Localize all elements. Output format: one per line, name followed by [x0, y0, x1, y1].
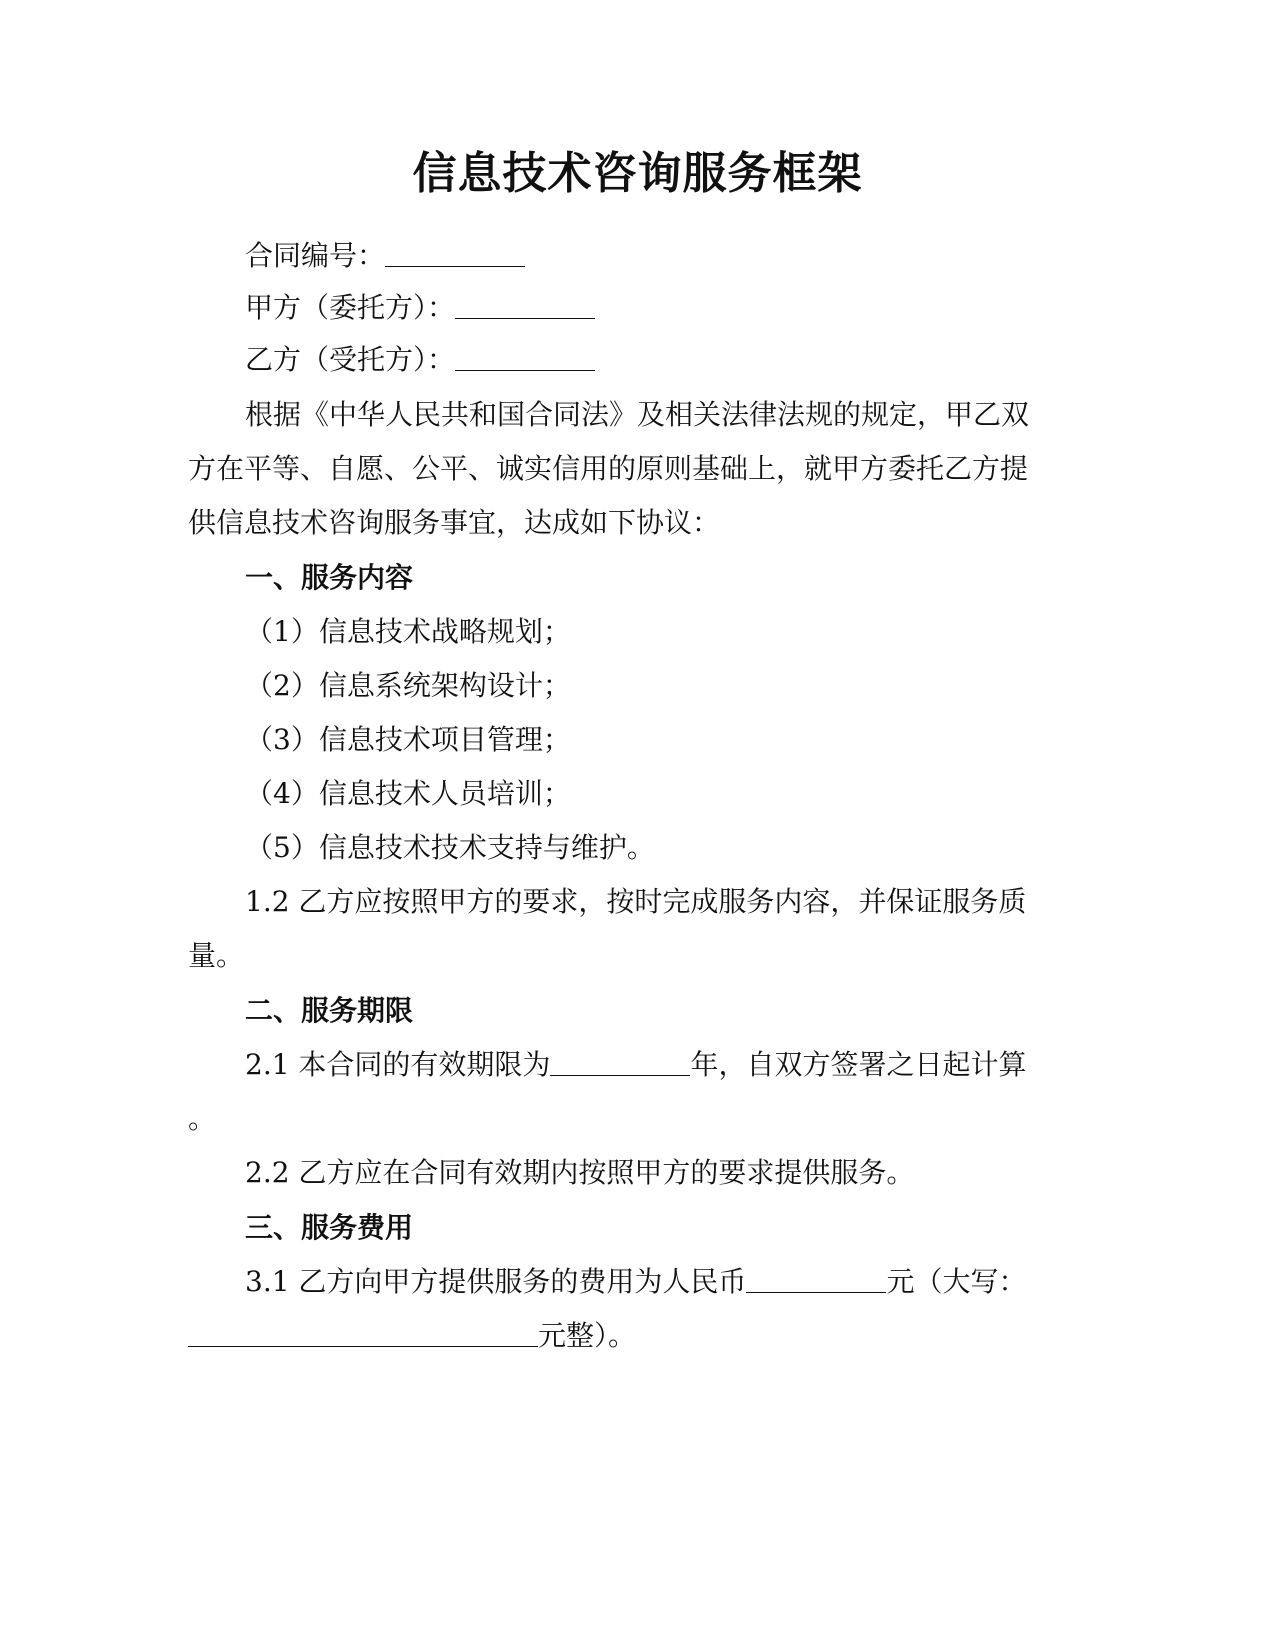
party-b-blank: [455, 342, 595, 371]
clause-2-1-text-before: 2.1 本合同的有效期限为: [245, 1048, 551, 1081]
service-item: （1）信息技术战略规划；: [245, 615, 571, 648]
party-b-label: 乙方（受托方）：: [245, 343, 456, 376]
party-b-field: [245, 342, 595, 377]
clause-2-1: [245, 1047, 1026, 1082]
page-title: 信息技术咨询服务框架: [412, 148, 863, 199]
preamble-line-2: 方在平等、自愿、公平、诚实信用的原则基础上，就甲方委托乙方提: [188, 452, 1029, 485]
clause-2-1-text-after: 年，自双方签署之日起计算: [690, 1048, 1027, 1081]
section-1-heading: 一、服务内容: [245, 561, 414, 594]
contract-number-label: 合同编号：: [245, 239, 386, 272]
service-item: （4）信息技术人员培训；: [245, 777, 571, 810]
contract-number-blank: [385, 238, 525, 267]
fee-amount-words-blank: [188, 1318, 538, 1347]
clause-3-1-text-end: 元整）。: [538, 1319, 637, 1352]
preamble-line-1: 根据《中华人民共和国合同法》及相关法律法规的规定，甲乙双: [245, 398, 1030, 431]
party-a-label: 甲方（委托方）：: [245, 291, 456, 324]
term-years-blank: [550, 1047, 690, 1076]
clause-3-1-continued: [188, 1318, 636, 1353]
clause-3-1-text-before: 3.1 乙方向甲方提供服务的费用为人民币: [245, 1265, 747, 1298]
clause-1-2-line-2: 量。: [188, 939, 245, 972]
clause-3-1-text-after: 元（大写：: [886, 1265, 1027, 1298]
party-a-blank: [455, 290, 595, 319]
contract-number-field: [245, 238, 525, 273]
section-2-heading: 二、服务期限: [245, 994, 414, 1027]
section-3-heading: 三、服务费用: [245, 1211, 414, 1244]
service-item: （3）信息技术项目管理；: [245, 723, 571, 756]
service-item: （5）信息技术技术支持与维护。: [245, 831, 655, 864]
clause-3-1: [245, 1264, 1026, 1299]
fee-amount-blank: [746, 1264, 886, 1293]
clause-2-1-end: 。: [188, 1102, 217, 1135]
clause-1-2-line-1: 1.2 乙方应按照甲方的要求，按时完成服务内容，并保证服务质: [245, 885, 1027, 918]
clause-2-2: 2.2 乙方应在合同有效期内按照甲方的要求提供服务。: [245, 1156, 915, 1189]
party-a-field: [245, 290, 595, 325]
service-item: （2）信息系统架构设计；: [245, 669, 571, 702]
preamble-line-3: 供信息技术咨询服务事宜，达成如下协议：: [188, 506, 721, 539]
